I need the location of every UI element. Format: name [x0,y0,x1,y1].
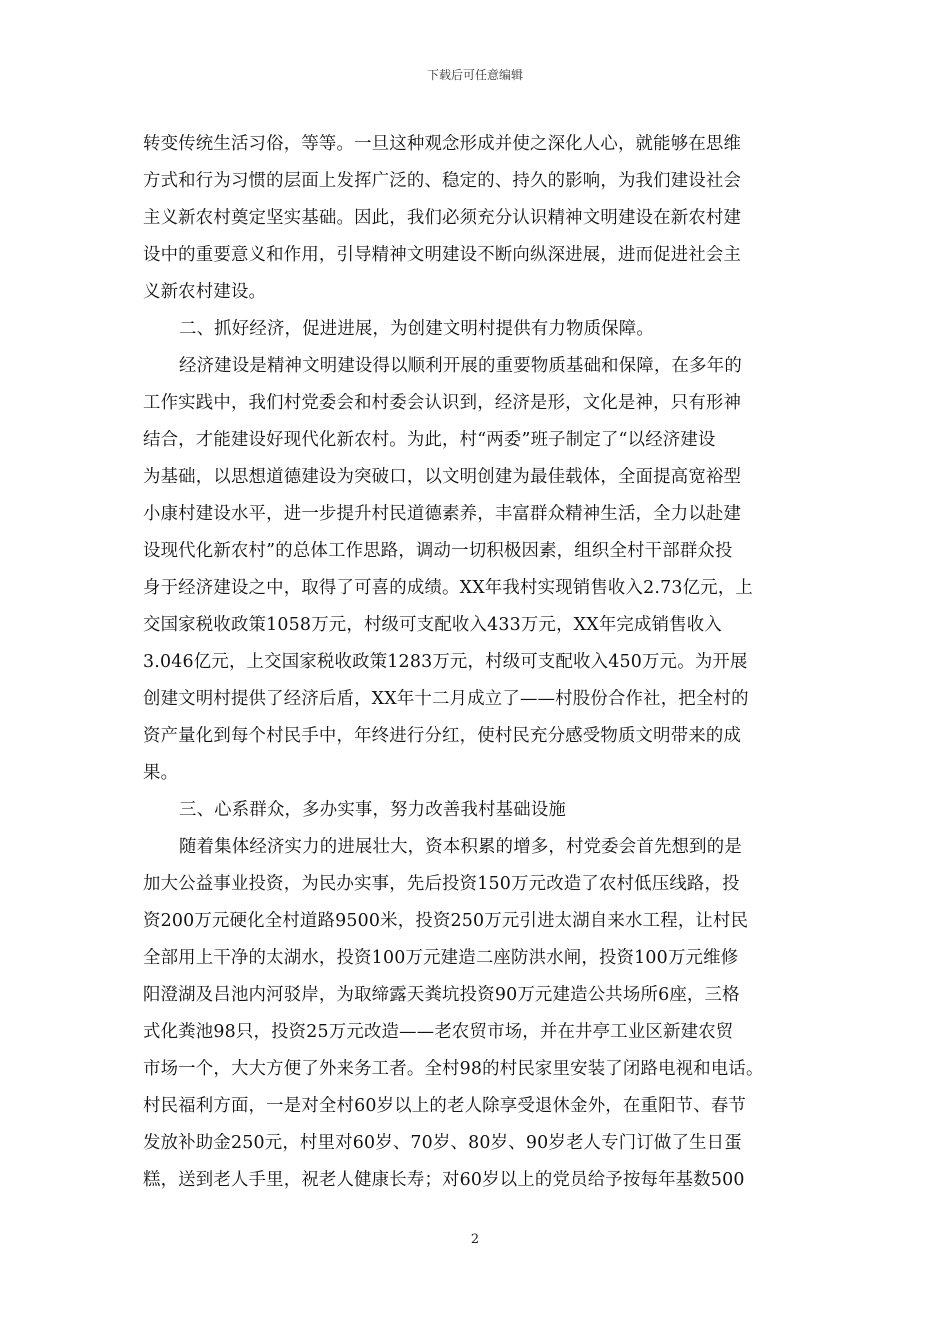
text-line: 3.046亿元，上交国家税收政策1283万元，村级可支配收入450万元。为开展 [143,652,748,672]
text-line: 三、心系群众，多办实事，努力改善我村基础设施 [179,800,566,820]
text-line: 结合，才能建设好现代化新农村。为此，村“两委”班子制定了“以经济建设 [143,430,716,450]
text-line: 创建文明村提供了经济后盾，XX年十二月成立了——村股份合作社，把全村的 [143,689,749,709]
page-header: 下载后可任意编辑 [426,68,523,82]
text-line: 糕，送到老人手里，祝老人健康长寿；对60岁以上的党员给予按每年基数500 [143,1170,745,1190]
text-line: 资产量化到每个村民手中，年终进行分红，使村民充分感受物质文明带来的成 [143,726,742,746]
text-line: 工作实践中，我们村党委会和村委会认识到，经济是形，文化是神，只有形神 [143,393,742,413]
page-number: 2 [470,1232,480,1247]
text-line: 经济建设是精神文明建设得以顺利开展的重要物质基础和保障，在多年的 [179,356,742,376]
text-line: 加大公益事业投资，为民办实事，先后投资150万元改造了农村低压线路，投 [143,874,740,894]
text-line: 小康村建设水平，进一步提升村民道德素养，丰富群众精神生活，全力以赴建 [143,504,742,524]
text-line: 阳澄湖及吕池内河驳岸，为取缔露天粪坑投资90万元建造公共场所6座，三格 [143,985,740,1005]
text-line: 全部用上干净的太湖水，投资100万元建造二座防洪水闸，投资100万元维修 [143,948,739,968]
text-line: 身于经济建设之中，取得了可喜的成绩。XX年我村实现销售收入2.73亿元，上 [143,578,753,598]
text-line: 交国家税收政策1058万元，村级可支配收入433万元，XX年完成销售收入 [143,615,722,635]
text-line: 设现代化新农村”的总体工作思路，调动一切积极因素，组织全村干部群众投 [143,541,733,561]
text-line: 方式和行为习惯的层面上发挥广泛的、稳定的、持久的影响，为我们建设社会 [143,171,742,191]
text-line: 果。 [143,763,179,783]
text-line: 资200万元硬化全村道路9500米，投资250万元引进太湖自来水工程，让村民 [143,911,749,931]
text-line: 主义新农村奠定坚实基础。因此，我们必须充分认识精神文明建设在新农村建 [143,208,742,228]
text-line: 义新农村建设。 [143,282,267,302]
text-line: 市场一个，大大方便了外来务工者。全村98的村民家里安装了闭路电视和电话。 [143,1059,764,1079]
text-line: 设中的重要意义和作用，引导精神文明建设不断向纵深进展，进而促进社会主 [143,245,742,265]
text-line: 二、抓好经济，促进进展，为创建文明村提供有力物质保障。 [179,319,654,339]
text-line: 为基础，以思想道德建设为突破口，以文明创建为最佳载体，全面提高宽裕型 [143,467,742,487]
text-line: 随着集体经济实力的进展壮大，资本积累的增多，村党委会首先想到的是 [179,837,742,857]
document-body [143,126,823,1199]
text-line: 发放补助金250元，村里对60岁、70岁、80岁、90岁老人专门订做了生日蛋 [143,1133,742,1153]
text-line: 转变传统生活习俗，等等。一旦这种观念形成并使之深化人心，就能够在思维 [143,134,742,154]
text-line: 村民福利方面，一是对全村60岁以上的老人除享受退休金外，在重阳节、春节 [143,1096,747,1116]
text-line: 式化粪池98只，投资25万元改造——老农贸市场，并在井亭工业区新建农贸 [143,1022,734,1042]
